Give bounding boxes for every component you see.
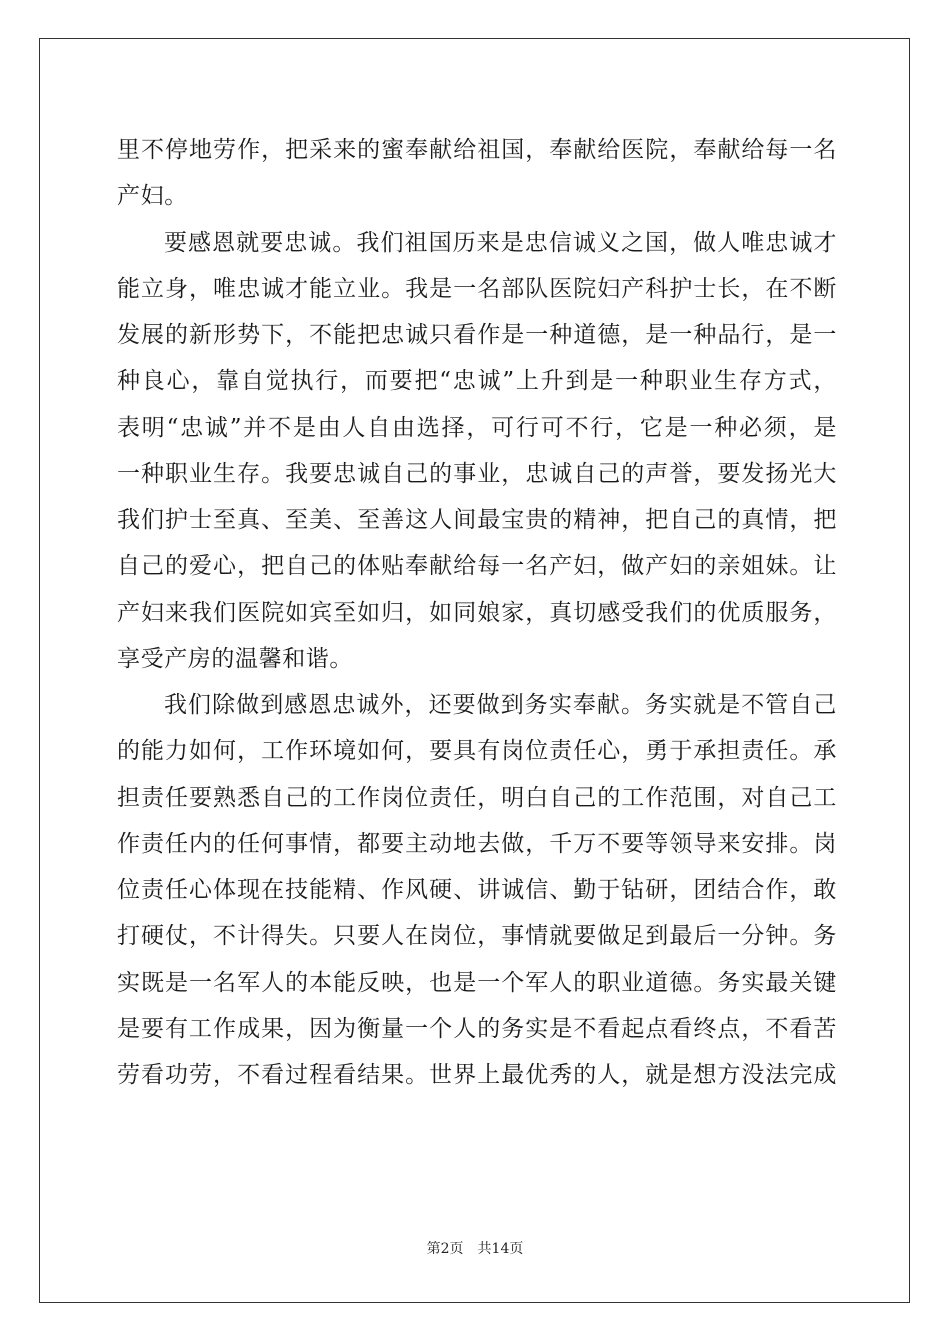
text-line: 发展的新形势下，不能把忠诚只看作是一种道德，是一种品行，是一 xyxy=(117,322,837,348)
text-line: 一种职业生存。我要忠诚自己的事业，忠诚自己的声誉，要发扬光大 xyxy=(117,460,837,487)
page-footer xyxy=(0,1238,950,1258)
text-line: 要感恩就要忠诚。我们祖国历来是忠信诚义之国，做人唯忠诚才 xyxy=(164,229,837,256)
page-number: 第2页 xyxy=(426,1241,464,1257)
text-line: 产妇来我们医院如宾至如归，如同娘家，真切感受我们的优质服务， xyxy=(117,599,837,626)
text-line: 担责任要熟悉自己的工作岗位责任，明白自己的工作范围，对自己工 xyxy=(117,784,837,811)
text-line: 我们除做到感恩忠诚外，还要做到务实奉献。务实就是不管自己 xyxy=(164,692,837,718)
text-line: 种良心，靠自觉执行，而要把“忠诚”上升到是一种职业生存方式， xyxy=(117,368,837,395)
text-line: 我们护士至真、至美、至善这人间最宝贵的精神，把自己的真情，把 xyxy=(117,507,837,533)
paragraph xyxy=(117,127,837,220)
text-line: 里不停地劳作，把采来的蜜奉献给祖国，奉献给医院，奉献给每一名 xyxy=(117,137,837,163)
text-line: 打硬仗，不计得失。只要人在岗位，事情就要做足到最后一分钟。务 xyxy=(117,923,837,950)
text-line: 实既是一名军人的本能反映，也是一个军人的职业道德。务实最关键 xyxy=(117,969,837,996)
text-line: 能立身，唯忠诚才能立业。我是一名部队医院妇产科护士长，在不断 xyxy=(117,275,837,302)
text-line: 作责任内的任何事情，都要主动地去做，千万不要等领导来安排。岗 xyxy=(117,830,837,857)
document-body xyxy=(117,127,837,1098)
text-line: 的能力如何，工作环境如何，要具有岗位责任心，勇于承担责任。承 xyxy=(117,738,837,765)
page-total: 共14页 xyxy=(477,1241,524,1257)
paragraph xyxy=(117,220,837,683)
text-line: 表明“忠诚”并不是由人自由选择，可行可不行，它是一种必须，是 xyxy=(117,414,837,441)
text-line: 自己的爱心，把自己的体贴奉献给每一名产妇，做产妇的亲姐妹。让 xyxy=(117,553,837,580)
text-line: 是要有工作成果，因为衡量一个人的务实是不看起点看终点，不看苦 xyxy=(117,1015,837,1042)
text-line: 享受产房的温馨和谐。 xyxy=(117,645,353,672)
text-line: 产妇。 xyxy=(117,183,188,210)
text-line: 劳看功劳，不看过程看结果。世界上最优秀的人，就是想方没法完成 xyxy=(117,1062,837,1088)
text-line: 位责任心体现在技能精、作风硬、讲诚信、勤于钻研，团结合作，敢 xyxy=(117,877,837,903)
paragraph xyxy=(117,682,837,1098)
